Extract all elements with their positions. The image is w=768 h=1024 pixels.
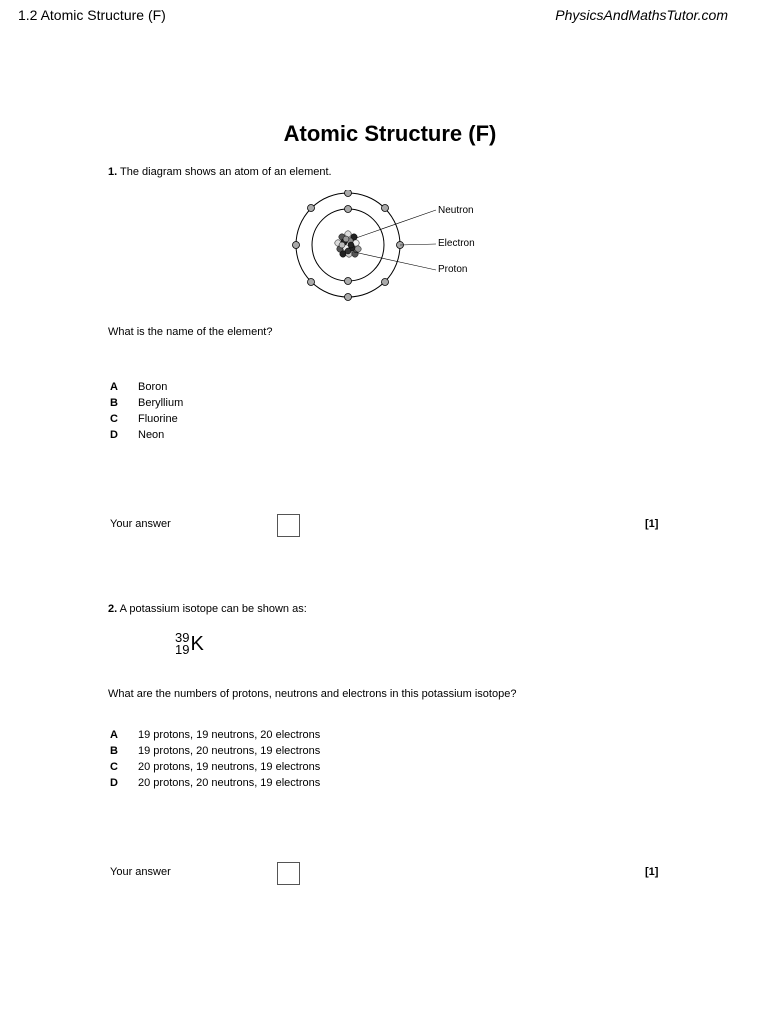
q1-mark: [1] (645, 518, 659, 530)
option-letter: B (110, 397, 118, 409)
q1-option-a (110, 381, 167, 393)
neutron-line (356, 210, 436, 238)
option-text: 20 protons, 19 neutrons, 19 electrons (138, 761, 321, 773)
option-text: Boron (138, 381, 168, 393)
option-text: Beryllium (138, 397, 184, 409)
q1-question: What is the name of the element? (108, 326, 273, 338)
q1-answer-box[interactable] (277, 514, 300, 537)
q1-intro (108, 166, 332, 178)
label-neutron: Neutron (438, 205, 474, 216)
q1-number: 1. (108, 166, 118, 178)
isotope-notation (175, 632, 204, 656)
q1-option-b (110, 397, 183, 409)
q2-option-c (110, 761, 320, 773)
q2-option-a (110, 729, 320, 741)
q2-option-d (110, 777, 320, 789)
header-site-name: PhysicsAndMathsTutor.com (555, 7, 728, 23)
option-letter: D (110, 429, 118, 441)
option-letter: A (110, 729, 118, 741)
q2-question: What are the numbers of protons, neutrons and electrons in this potassium isotope? (108, 688, 517, 700)
option-text: Fluorine (138, 413, 178, 425)
q1-answer-label: Your answer (110, 518, 171, 530)
option-letter: A (110, 381, 118, 393)
option-letter: C (110, 413, 118, 425)
electron-line (400, 244, 436, 245)
option-letter: D (110, 777, 118, 789)
isotope-atomic-number: 19 (175, 642, 190, 657)
page-title: Atomic Structure (F) (283, 121, 497, 146)
isotope-numbers (175, 632, 189, 656)
option-text: 19 protons, 19 neutrons, 20 electrons (138, 729, 321, 741)
q1-text: The diagram shows an atom of an element. (120, 166, 332, 178)
option-letter: C (110, 761, 118, 773)
header-section-title: 1.2 Atomic Structure (F) (18, 7, 166, 23)
q2-answer-label: Your answer (110, 866, 171, 878)
label-electron: Electron (438, 238, 475, 249)
option-text: 19 protons, 20 neutrons, 19 electrons (138, 745, 321, 757)
q2-text: A potassium isotope can be shown as: (119, 603, 307, 615)
nucleus (335, 231, 361, 257)
option-text: Neon (138, 429, 165, 441)
isotope-symbol: K (190, 632, 204, 655)
label-proton: Proton (438, 264, 468, 275)
isotope-mass-number: 39 (175, 630, 190, 645)
option-letter: B (110, 745, 118, 757)
q2-answer-box[interactable] (277, 862, 300, 885)
q2-mark: [1] (645, 866, 659, 878)
q2-intro (108, 603, 307, 615)
q2-number: 2. (108, 603, 118, 615)
q1-option-c (110, 413, 178, 425)
q2-option-b (110, 745, 320, 757)
q1-option-d (110, 429, 164, 441)
option-text: 20 protons, 20 neutrons, 19 electrons (138, 777, 321, 789)
